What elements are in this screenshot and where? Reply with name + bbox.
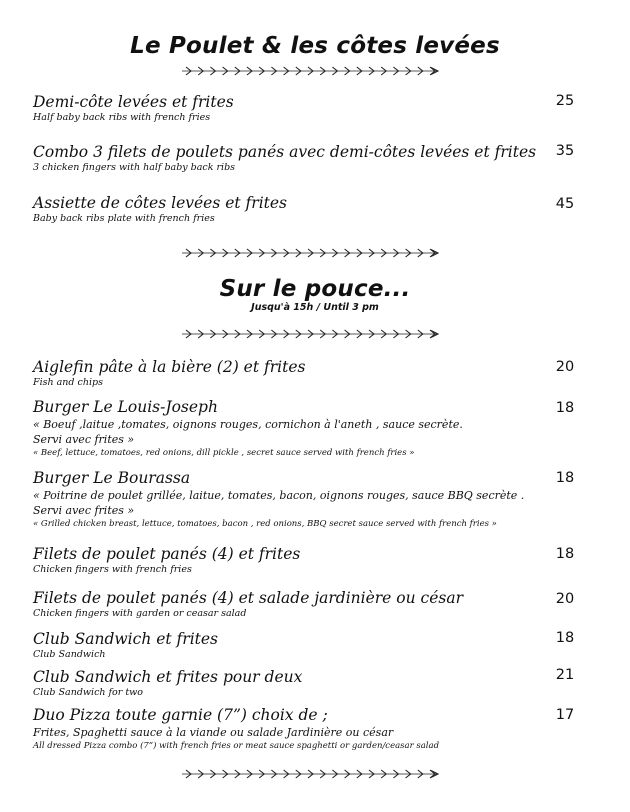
item-name: Burger Le Louis-Joseph — [33, 398, 218, 416]
item-name: Burger Le Bourassa — [33, 469, 191, 487]
item-name: Filets de poulet panés (4) et frites — [33, 545, 301, 563]
item-price: 35 — [555, 143, 575, 159]
item-name: Club Sandwich et frites pour deux — [33, 668, 303, 686]
item-desc: Fish and chips — [33, 377, 103, 388]
item-price: 18 — [555, 630, 575, 646]
item-price: 17 — [555, 707, 575, 723]
item-price: 45 — [555, 196, 575, 212]
item-name: Demi-côte levées et frites — [33, 93, 234, 111]
item-price: 18 — [555, 546, 575, 562]
menu-item — [33, 706, 593, 752]
section-title-pouce: Sur le pouce... — [219, 276, 411, 302]
divider-1 — [180, 66, 440, 76]
item-name: Club Sandwich et frites — [33, 630, 219, 648]
menu-item — [33, 398, 593, 459]
divider-2 — [180, 248, 440, 258]
item-name: Combo 3 filets de poulets panés avec demi-côtes levées et frites — [33, 143, 537, 161]
menu-item — [33, 358, 593, 389]
item-name: Assiette de côtes levées et frites — [33, 194, 288, 212]
item-price: 20 — [555, 591, 575, 607]
item-name: Filets de poulet panés (4) et salade jardinière ou césar — [33, 589, 463, 607]
item-price: 18 — [555, 400, 575, 416]
section-title-poulet: Le Poulet & les côtes levées — [130, 33, 500, 59]
item-name: Aiglefin pâte à la bière (2) et frites — [33, 358, 306, 376]
section-subtitle: Jusqu'à 15h / Until 3 pm — [251, 302, 379, 313]
item-desc: Half baby back ribs with french fries — [33, 112, 211, 123]
item-desc-fr: Frites, Spaghetti sauce à la viande ou salade Jardinière ou césar — [33, 726, 394, 739]
item-desc-en: All dressed Pizza combo (7”) with french fries or meat sauce spaghetti or garden/ceasar salad — [33, 741, 440, 751]
divider-3 — [180, 329, 440, 339]
divider-4 — [180, 769, 440, 779]
item-price: 25 — [555, 93, 575, 109]
item-desc-fr: Servi avec frites » — [33, 504, 135, 517]
item-desc: 3 chicken fingers with half baby back ribs — [33, 162, 236, 173]
menu-item — [33, 545, 593, 576]
item-desc: Club Sandwich — [33, 649, 106, 660]
item-desc: Club Sandwich for two — [33, 687, 143, 698]
item-price: 20 — [555, 359, 575, 375]
menu-item — [33, 630, 593, 661]
item-price: 18 — [555, 470, 575, 486]
menu-item — [33, 194, 593, 225]
menu-item — [33, 469, 593, 530]
menu-item — [33, 143, 593, 174]
menu-item — [33, 668, 593, 699]
item-desc-en: « Grilled chicken breast, lettuce, tomatoes, bacon , red onions, BBQ secret sauce served with french fries » — [33, 519, 497, 529]
menu-item — [33, 589, 593, 620]
item-desc-fr: « Poitrine de poulet grillée, laitue, tomates, bacon, oignons rouges, sauce BBQ secrète . — [33, 489, 525, 502]
item-price: 21 — [555, 667, 575, 683]
item-desc: Chicken fingers with garden or ceasar salad — [33, 608, 247, 619]
menu-item — [33, 93, 593, 124]
item-desc: Baby back ribs plate with french fries — [33, 213, 215, 224]
item-desc-fr: Servi avec frites » — [33, 433, 135, 446]
item-desc-en: « Beef, lettuce, tomatoes, red onions, dill pickle , secret sauce served with french fries » — [33, 448, 415, 458]
item-name: Duo Pizza toute garnie (7”) choix de ; — [33, 706, 328, 724]
item-desc-fr: « Boeuf ,laitue ,tomates, oignons rouges, cornichon à l'aneth , sauce secrète. — [33, 418, 463, 431]
item-desc: Chicken fingers with french fries — [33, 564, 192, 575]
